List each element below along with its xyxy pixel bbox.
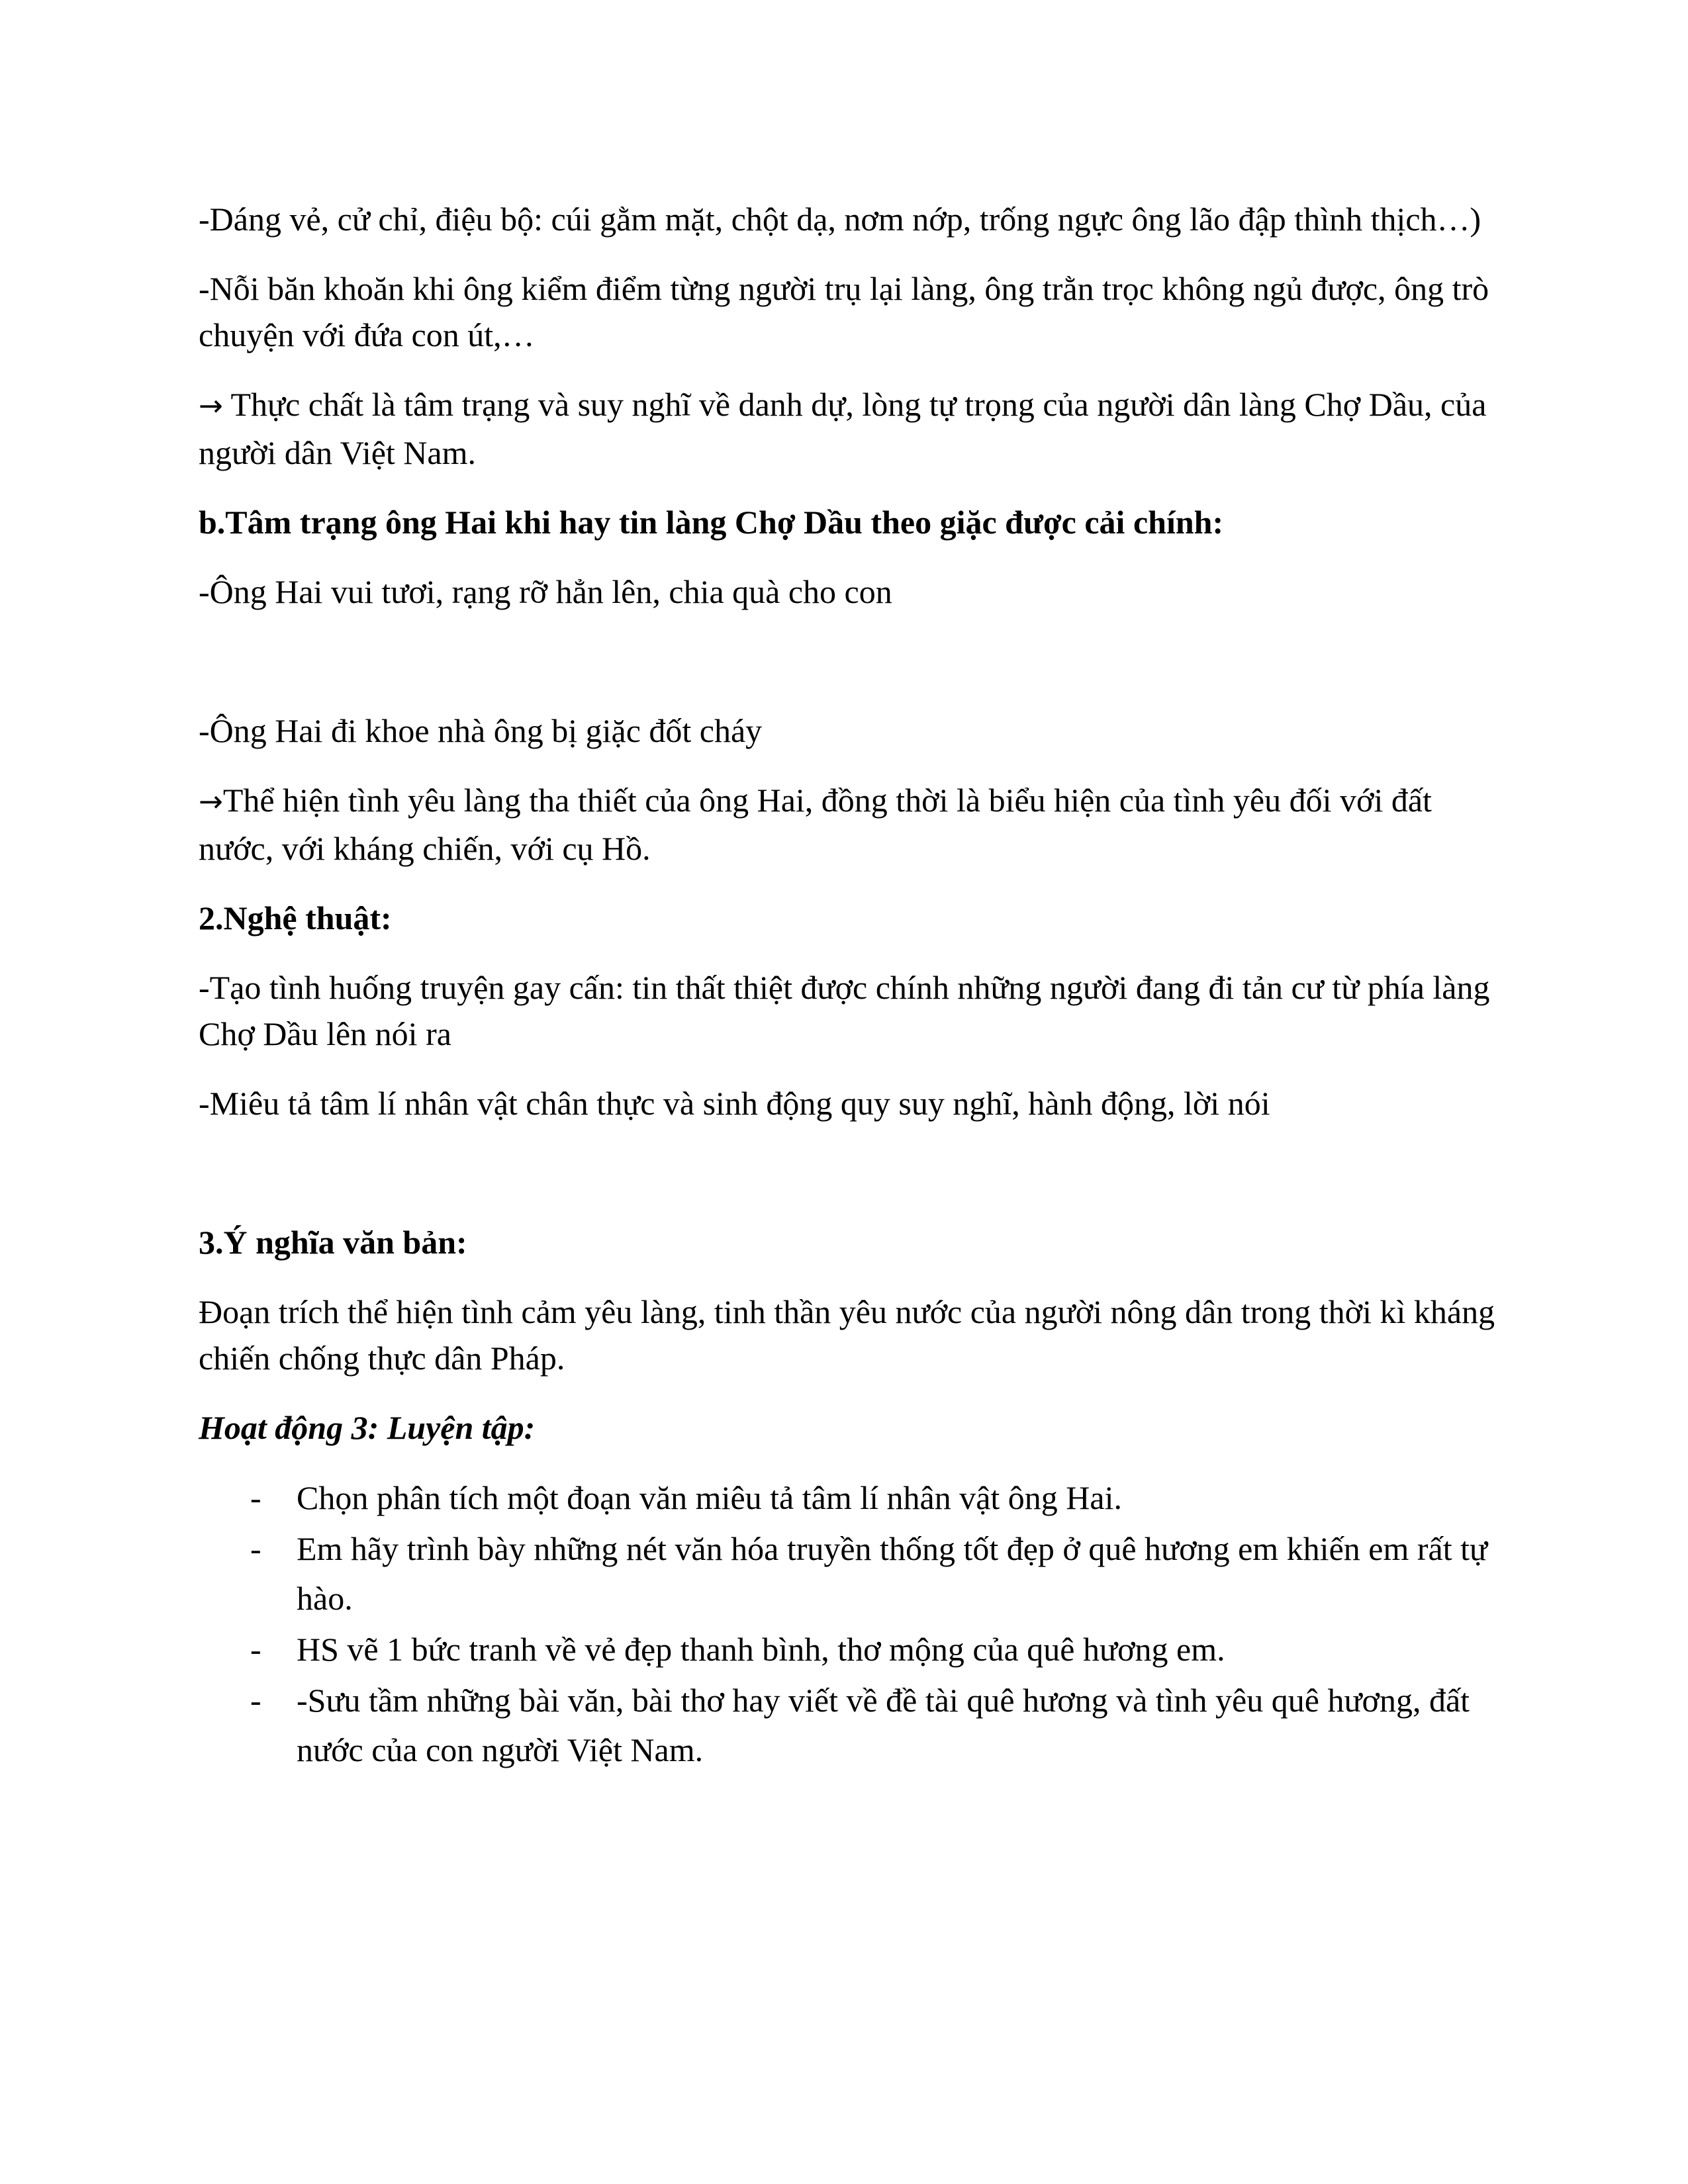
paragraph-conclusion-dignity-text: Thực chất là tâm trạng và suy nghĩ về danh dự, lòng tự trọng của người dân làng Chợ Dầu, của người dân Việt Nam.: [199, 386, 1487, 471]
dash-bullet: -: [250, 1682, 261, 1719]
paragraph-conclusion-dignity: [199, 381, 1496, 476]
list-item: [250, 1473, 1496, 1523]
paragraph-happy: -Ông Hai vui tươi, rạng rỡ hẳn lên, chia quà cho con: [199, 573, 892, 610]
heading-section-b: b.Tâm trạng ông Hai khi hay tin làng Chợ Dầu theo giặc được cải chính:: [199, 504, 1224, 541]
paragraph-meaning: Đoạn trích thể hiện tình cảm yêu làng, tinh thần yêu nước của người nông dân trong thời kì kháng chiến chống thực dân Pháp.: [199, 1293, 1495, 1377]
right-arrow-icon: →: [199, 785, 223, 819]
paragraph-psychology: -Miêu tả tâm lí nhân vật chân thực và sinh động quy suy nghĩ, hành động, lời nói: [199, 1085, 1270, 1122]
right-arrow-icon: →: [199, 389, 223, 423]
practice-list: [199, 1473, 1496, 1775]
list-item: [250, 1625, 1496, 1674]
document-body: [199, 196, 1496, 1776]
dash-bullet: -: [250, 1479, 261, 1516]
list-item: [250, 1524, 1496, 1623]
paragraph-conclusion-love-text: Thể hiện tình yêu làng tha thiết của ông Hai, đồng thời là biểu hiện của tình yêu đối với đất nước, với kháng chiến, với cụ Hồ.: [199, 782, 1432, 867]
list-item: [250, 1676, 1496, 1775]
heading-activity-3: Hoạt động 3: Luyện tập:: [199, 1409, 536, 1446]
list-item-text: Em hãy trình bày những nét văn hóa truyền thống tốt đẹp ở quê hương em khiến em rất tự hào.: [297, 1530, 1488, 1617]
dash-bullet: -: [250, 1631, 261, 1668]
heading-art: 2.Nghệ thuật:: [199, 899, 392, 936]
heading-meaning: 3.Ý nghĩa văn bản:: [199, 1224, 467, 1261]
dash-bullet: -: [250, 1530, 261, 1567]
list-item-text: Chọn phân tích một đoạn văn miêu tả tâm lí nhân vật ông Hai.: [297, 1479, 1122, 1516]
paragraph-situation: -Tạo tình huống truyện gay cấn: tin thất thiệt được chính những người đang đi tản cư từ phía làng Chợ Dầu lên nói ra: [199, 969, 1490, 1052]
paragraph-worries: -Nỗi băn khoăn khi ông kiểm điểm từng người trụ lại làng, ông trằn trọc không ngủ được, ông trò chuyện với đứa con út,…: [199, 270, 1489, 353]
paragraph-gestures: -Dáng vẻ, cử chỉ, điệu bộ: cúi gằm mặt, chột dạ, nơm nớp, trống ngực ông lão đập thình thịch…): [199, 201, 1481, 238]
list-item-text: -Sưu tầm những bài văn, bài thơ hay viết về đề tài quê hương và tình yêu quê hương, đất nước của con người Việt Nam.: [297, 1682, 1470, 1768]
list-item-text: HS vẽ 1 bức tranh về vẻ đẹp thanh bình, thơ mộng của quê hương em.: [297, 1631, 1225, 1668]
paragraph-conclusion-love: [199, 777, 1496, 872]
paragraph-boasting: -Ông Hai đi khoe nhà ông bị giặc đốt cháy: [199, 712, 763, 749]
